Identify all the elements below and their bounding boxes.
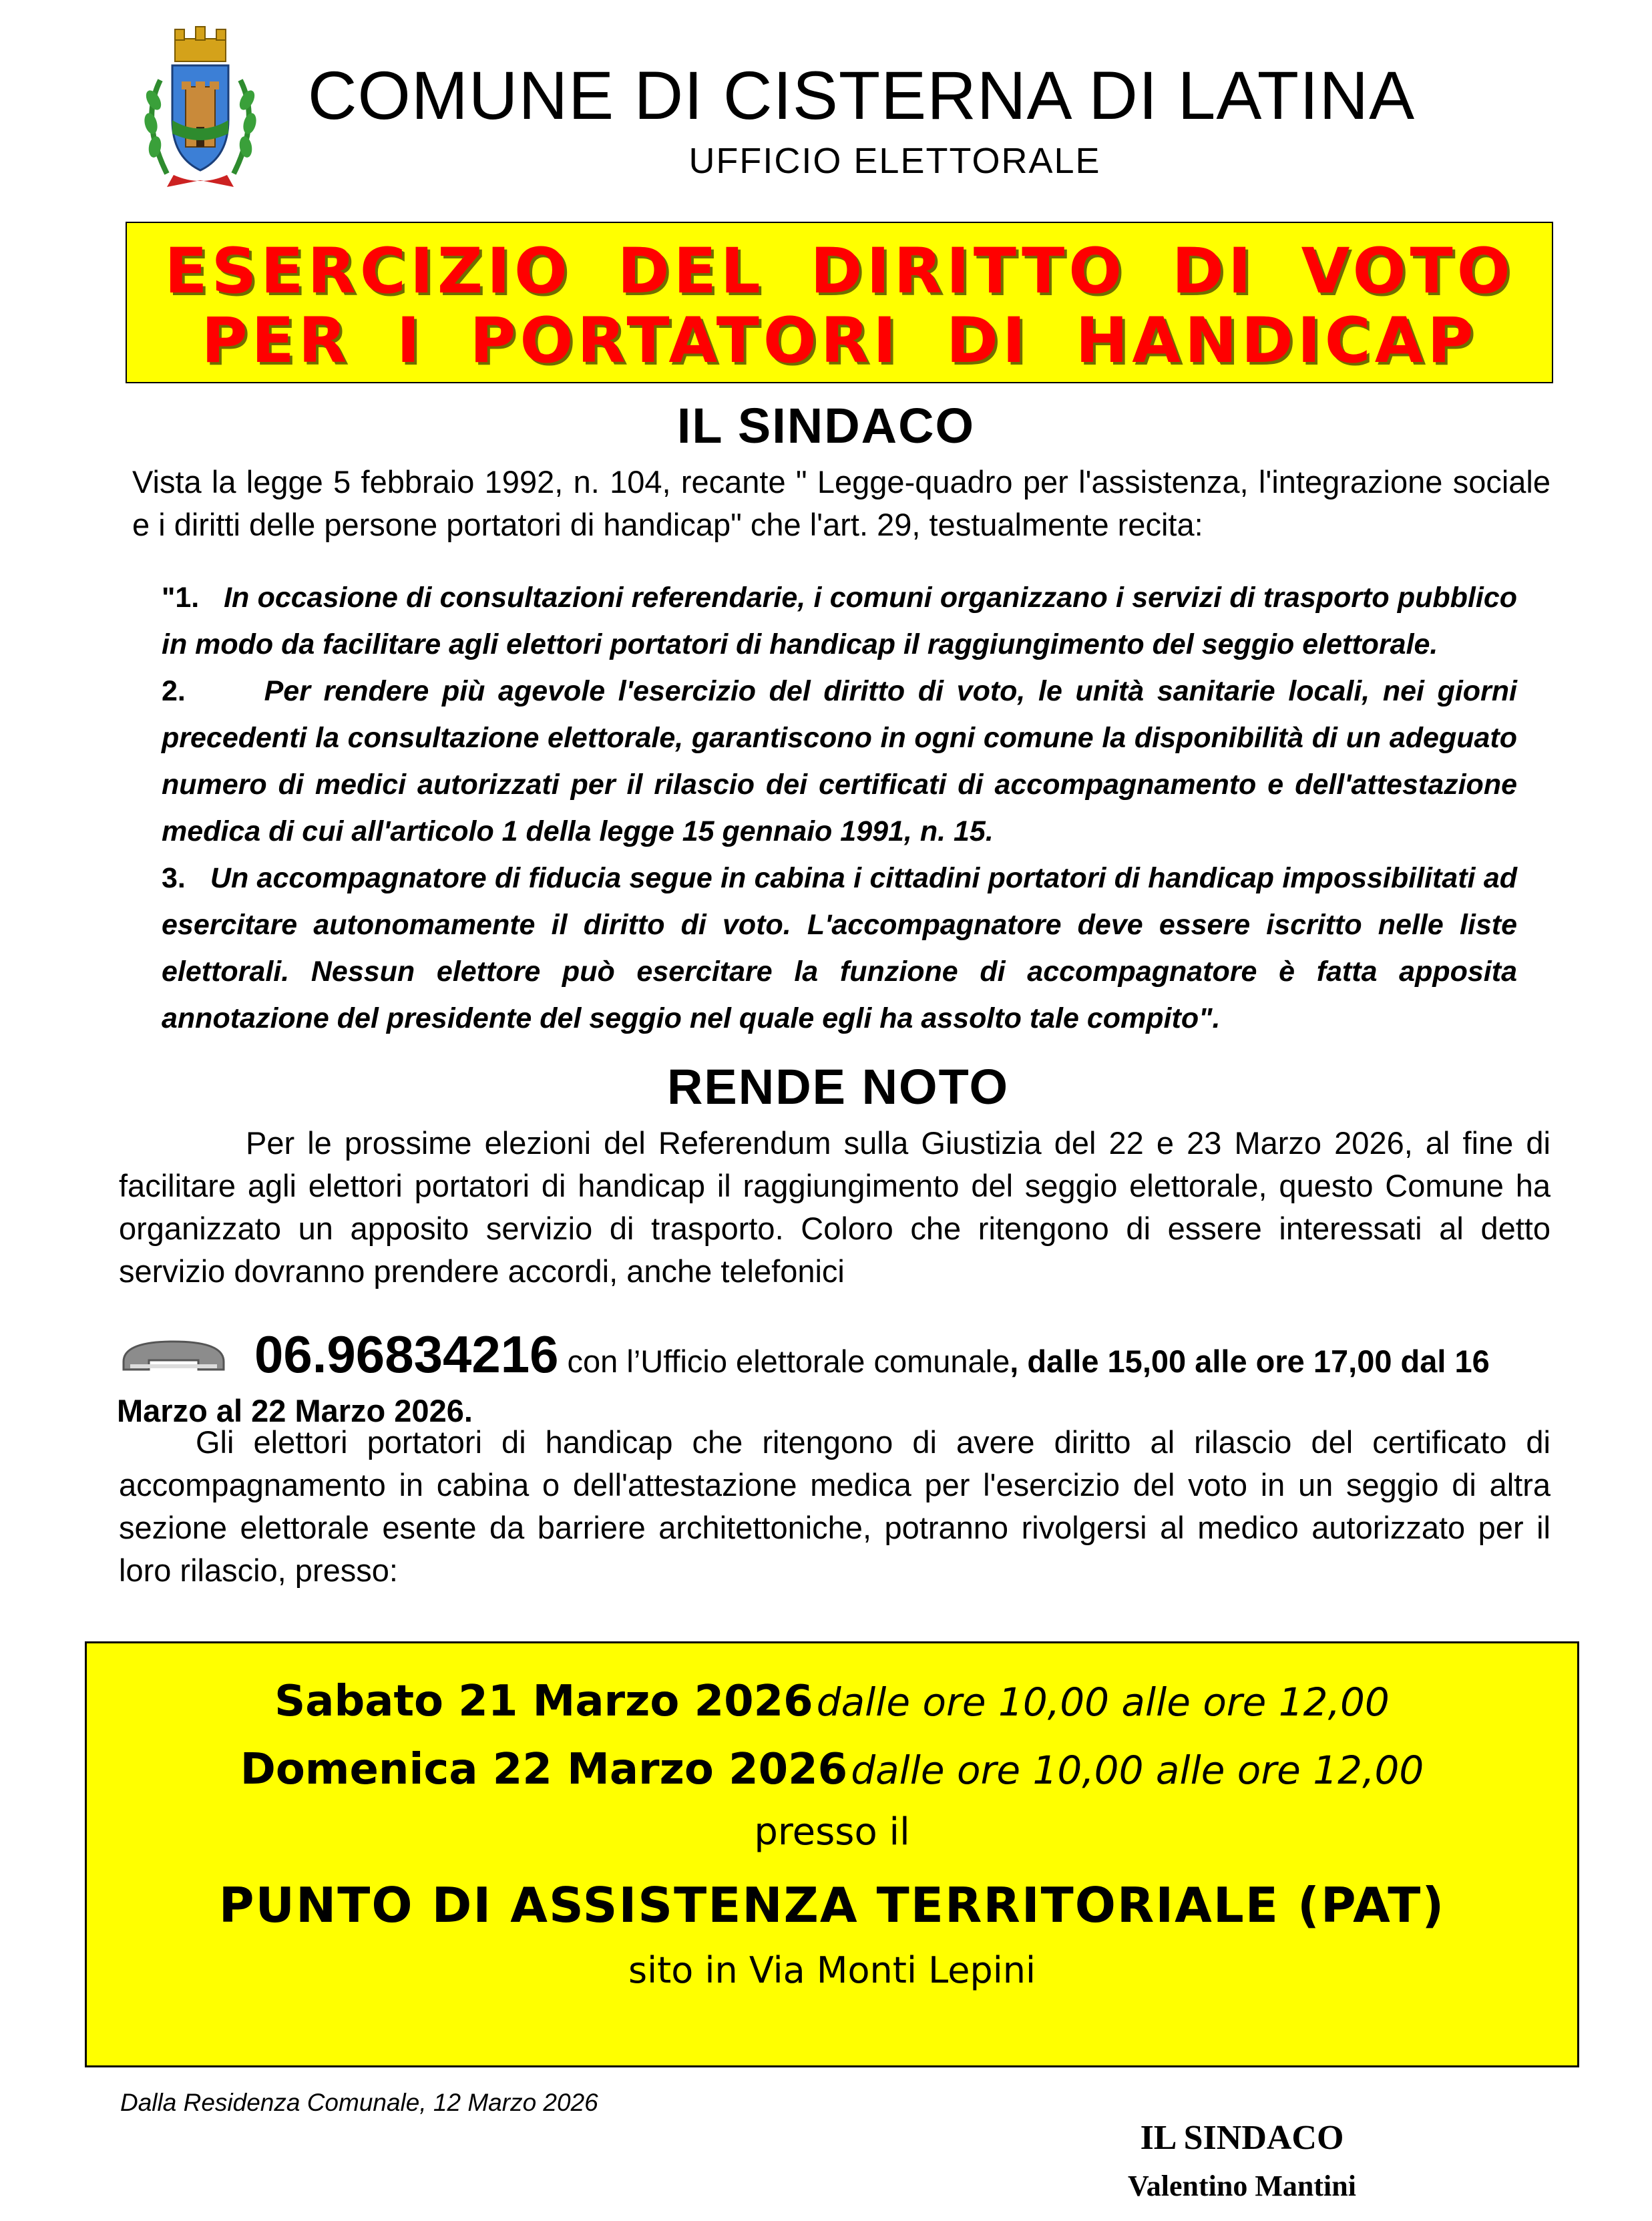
intro-paragraph: Vista la legge 5 febbraio 1992, n. 104, recante " Legge-quadro per l'assistenza, l'integrazione sociale e i diritti delle persone portatori di handicap" che l'art. 29, testualmente recita: xyxy=(132,464,1551,542)
signature-title: IL SINDACO xyxy=(1140,2119,1344,2157)
law-quote xyxy=(162,574,1517,1042)
schedule-time-1: dalle ore 10,00 alle ore 12,00 xyxy=(816,1679,1390,1725)
quote-item3-text: Un accompagnatore di fiducia segue in cabina i cittadini portatori di handicap impossibilitati ad esercitare autonomamente il diritto di voto. L'accompagnatore deve essere iscritto nelle liste elettorali. Nessun elettore può esercitare la funzione di accompagnatore è fatta apposita annotazione del presidente del seggio nel quale egli ha assolto tale compito". xyxy=(162,862,1517,1034)
schedule-time-2: dalle ore 10,00 alle ore 12,00 xyxy=(851,1748,1424,1793)
presso-label: presso il xyxy=(754,1810,910,1854)
rende-noto-heading: RENDE NOTO xyxy=(666,1059,1010,1115)
office-contact: con l’Ufficio elettorale comunale xyxy=(567,1344,1010,1379)
schedule-box xyxy=(85,1641,1579,2067)
location-address: sito in Via Monti Lepini xyxy=(628,1949,1036,1991)
schedule-row-2 xyxy=(87,1745,1577,1794)
footer-date: Dalla Residenza Comunale, 12 Marzo 2026 xyxy=(120,2089,598,2116)
notice-title-box xyxy=(126,222,1553,383)
notice-title-line1: ESERCIZIO DEL DIRITTO DI VOTO xyxy=(164,235,1514,308)
quote-item2-text: Per rendere più agevole l'esercizio del diritto di voto, le unità sanitarie locali, nei giorni precedenti la consultazione elettorale, garantiscono in ogni comune la disponibilità di un adeguato numero di medici autorizzati per il rilascio dei certificati di accompagnamento e dell'attestazione medica di cui all'articolo 1 della legge 15 gennaio 1991, n. 15. xyxy=(162,675,1517,847)
schedule-row-1 xyxy=(87,1677,1577,1726)
contact-line xyxy=(117,1319,1559,1432)
schedule-day-1: Sabato 21 Marzo 2026 xyxy=(274,1677,813,1726)
coat-of-arms-icon xyxy=(134,20,267,194)
telephone-icon xyxy=(117,1335,230,1375)
notice-title-line2: PER I PORTATORI DI HANDICAP xyxy=(201,305,1478,377)
signature-name: Valentino Mantini xyxy=(1128,2170,1356,2202)
quote-item1-number: "1. xyxy=(162,582,200,614)
rende-noto-paragraph: Per le prossime elezioni del Referendum sulla Giustizia del 22 e 23 Marzo 2026, al fine di facilitare agli elettori portatori di handicap il raggiungimento del seggio elettorale, questo Comune ha organizzato un apposito servizio di trasporto. Coloro che ritengono di essere interessati al detto servizio dovranno prendere accordi, anche telefonici xyxy=(119,1125,1551,1289)
quote-item2-number: 2. xyxy=(162,675,186,707)
municipality-title: COMUNE DI CISTERNA DI LATINA xyxy=(307,57,1416,134)
office-subtitle: UFFICIO ELETTORALE xyxy=(688,141,1101,181)
schedule-day-2: Domenica 22 Marzo 2026 xyxy=(240,1745,848,1794)
certificate-paragraph: Gli elettori portatori di handicap che ritengono di avere diritto al rilascio del certificato di accompagnamento in cabina o dell'attestazione medica per l'esercizio del voto in un seggio di altra sezione elettorale esente da barriere architettoniche, potranno rivolgersi al medico autorizzato per il loro rilascio, presso: xyxy=(119,1424,1551,1588)
quote-item1-text: In occasione di consultazioni referendarie, i comuni organizzano i servizi di trasporto pubblico in modo da facilitare agli elettori portatori di handicap il raggiungimento del seggio elettorale. xyxy=(162,582,1517,660)
sindaco-heading: IL SINDACO xyxy=(676,398,976,453)
quote-item3-number: 3. xyxy=(162,862,186,894)
phone-number: 06.96834216 xyxy=(254,1325,559,1384)
location-name: PUNTO DI ASSISTENZA TERRITORIALE (PAT) xyxy=(218,1877,1446,1933)
contact-hours: , dalle 15,00 alle ore 17,00 dal 16 Marzo al 22 Marzo 2026. xyxy=(117,1344,1490,1429)
